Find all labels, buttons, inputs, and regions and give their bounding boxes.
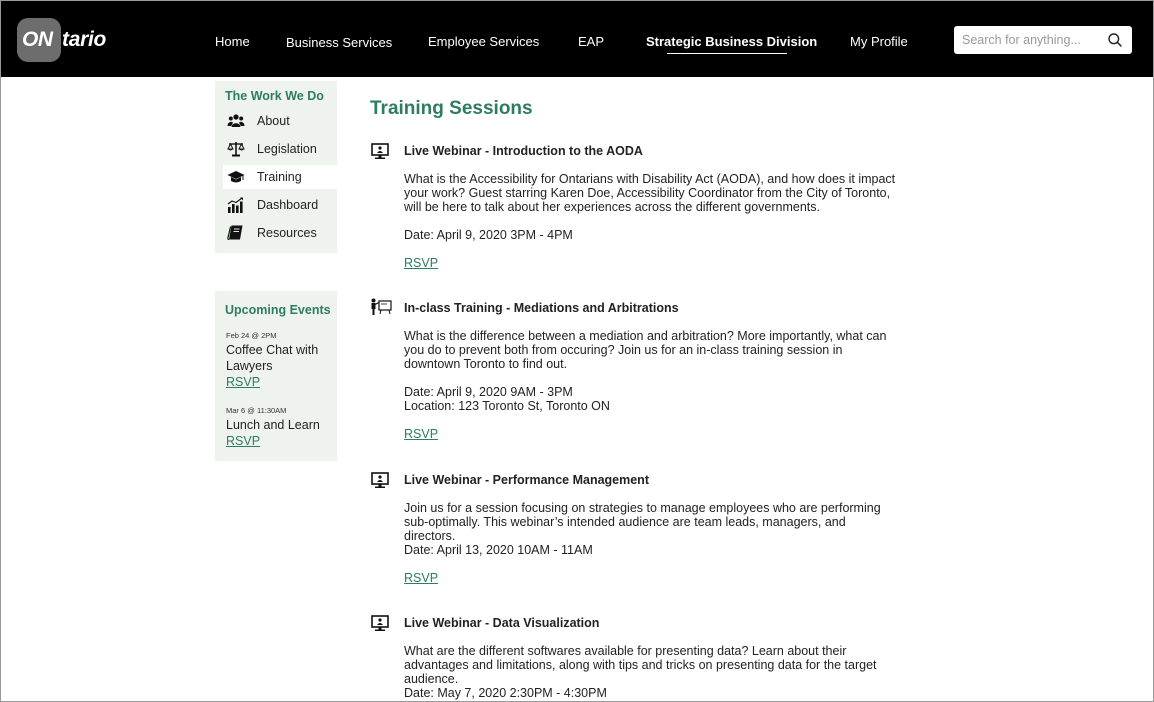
session-title: In-class Training - Mediations and Arbitrations (404, 301, 679, 315)
ontario-logo[interactable] (17, 18, 106, 62)
graduation-cap-icon (227, 168, 245, 186)
session-title: Live Webinar - Performance Management (404, 473, 649, 487)
top-header (1, 1, 1153, 77)
upcoming-events-heading: Upcoming Events (225, 303, 331, 317)
session-title: Live Webinar - Introduction to the AODA (404, 144, 643, 158)
logo-text: tario (62, 28, 107, 51)
book-icon (227, 224, 245, 242)
nav-eap[interactable]: EAP (578, 34, 605, 49)
sidebar-item-label: Training (257, 170, 302, 184)
event-date: Feb 24 @ 2PM (226, 331, 277, 340)
search-icon[interactable] (1107, 32, 1123, 48)
sidebar-item-label: Resources (257, 226, 317, 240)
session-date: Date: April 9, 2020 9AM - 3PM (404, 385, 573, 399)
session-date: Date: May 7, 2020 2:30PM - 4:30PM (404, 686, 607, 700)
page-title: Training Sessions (370, 98, 533, 119)
bar-chart-icon (227, 196, 245, 214)
sidebar-item-label: About (257, 114, 290, 128)
search-box (954, 26, 1132, 54)
nav-home[interactable]: Home (215, 34, 250, 49)
upcoming-events-panel (215, 291, 337, 461)
session-description: Join us for a session focusing on strategies to manage employees who are performing sub-optimally. This webinar’s intended audience are team leads, managers, and directors. (404, 501, 881, 543)
session-date: Date: April 13, 2020 10AM - 11AM (404, 543, 593, 557)
session-date: Date: April 9, 2020 3PM - 4PM (404, 228, 573, 242)
session-description: What is the difference between a mediation and arbitration? More importantly, what can you do to prevent both from occuring? Join us for an in-class training session in downtown Toronto to find out. (404, 329, 887, 371)
sidebar-item-training[interactable] (223, 165, 337, 189)
sidebar-item-legislation[interactable] (223, 137, 337, 161)
sidebar-item-about[interactable] (223, 109, 337, 133)
event-rsvp-link[interactable]: RSVP (226, 375, 261, 389)
work-we-do-panel (215, 81, 337, 253)
sidebar-item-resources[interactable] (223, 221, 337, 245)
sidebar-item-label: Dashboard (257, 198, 319, 212)
event-title: Coffee Chat with Lawyers (226, 343, 319, 373)
rsvp-link[interactable]: RSVP (404, 256, 439, 270)
monitor-webinar-icon (370, 472, 392, 490)
nav-my-profile[interactable]: My Profile (850, 34, 908, 49)
rsvp-link[interactable]: RSVP (404, 571, 439, 585)
nav-strategic-business-division[interactable]: Strategic Business Division (646, 34, 818, 49)
classroom-presenter-icon (370, 298, 392, 316)
session-description: What is the Accessibility for Ontarians with Disability Act (AODA), and how does it impact your work? Guest starring Karen Doe, Accessibility Coordinator from the City of Toronto, will be here to talk about her experiences across the different governments. (404, 172, 896, 214)
sidebar-item-dashboard[interactable] (223, 193, 337, 217)
event-title: Lunch and Learn (226, 418, 320, 432)
event-date: Mar 6 @ 11:30AM (226, 406, 287, 415)
nav-employee-services[interactable]: Employee Services (428, 34, 540, 49)
scales-icon (227, 140, 245, 158)
event-rsvp-link[interactable]: RSVP (226, 434, 261, 448)
logo-badge: ON (17, 18, 61, 62)
monitor-webinar-icon (370, 615, 392, 633)
active-nav-underline (667, 53, 787, 54)
rsvp-link[interactable]: RSVP (404, 427, 439, 441)
people-icon (227, 112, 245, 130)
monitor-webinar-icon (370, 143, 392, 161)
session-title: Live Webinar - Data Visualization (404, 616, 600, 630)
sidebar-item-label: Legislation (257, 142, 317, 156)
work-we-do-heading: The Work We Do (225, 89, 324, 103)
session-description: What are the different softwares available for presenting data? Learn about their advantages and limitations, along with tips and tricks on presenting data for the target audience. (404, 644, 877, 686)
session-location: Location: 123 Toronto St, Toronto ON (404, 399, 610, 413)
nav-business-services[interactable]: Business Services (286, 35, 393, 50)
search-input[interactable] (954, 26, 1104, 54)
